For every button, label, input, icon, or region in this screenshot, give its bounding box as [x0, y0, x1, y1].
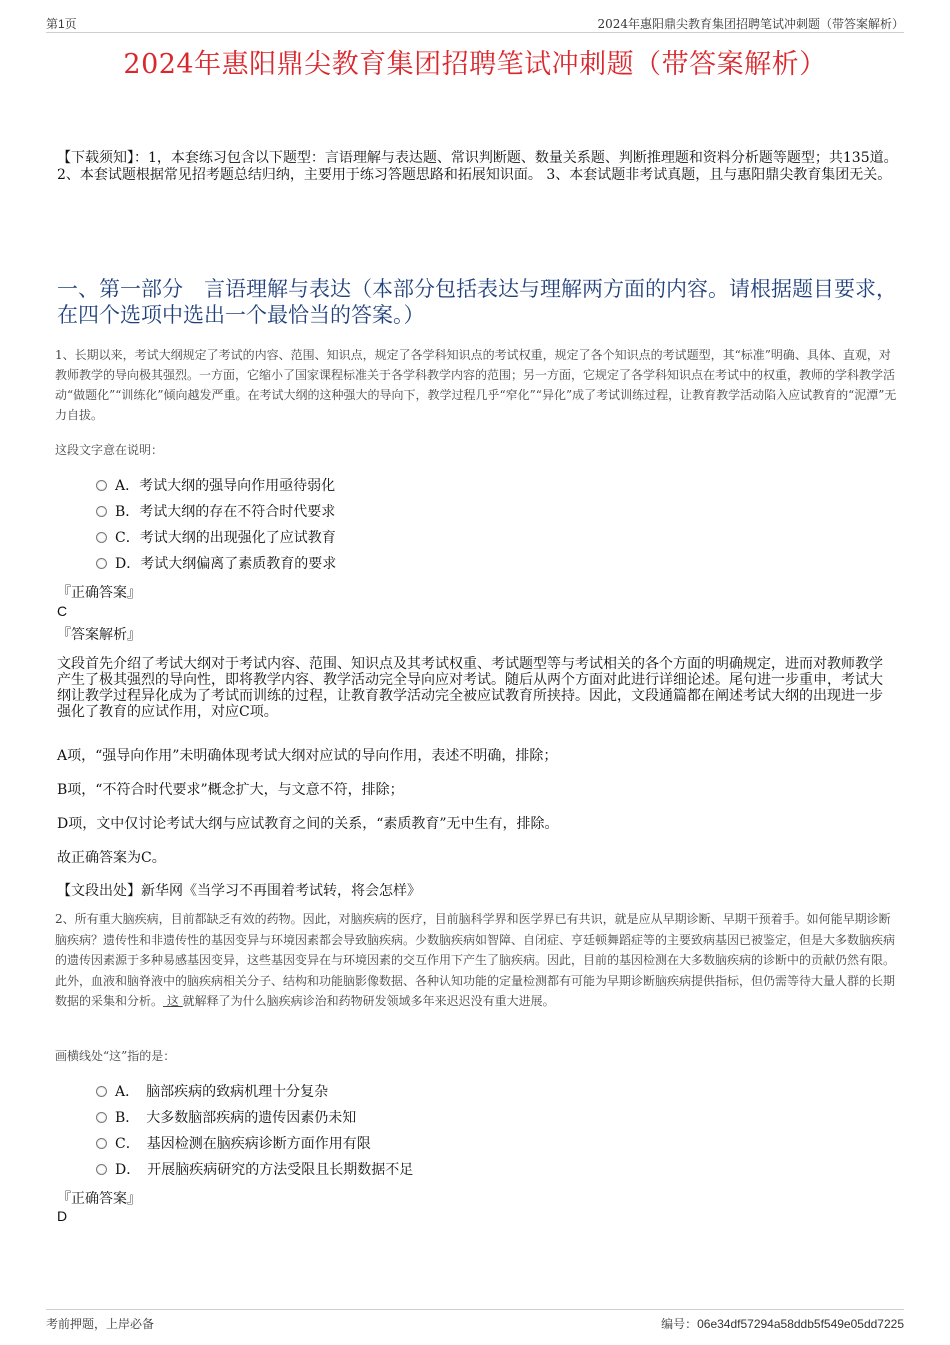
analysis-conclusion: 故正确答案为C。	[57, 850, 166, 866]
section-heading: 一、第一部分 言语理解与表达（本部分包括表达与理解两方面的内容。请根据题目要求，在四个选项中选出一个最恰当的答案。）	[57, 277, 897, 327]
radio-icon[interactable]	[96, 1164, 107, 1175]
radio-icon[interactable]	[96, 1086, 107, 1097]
radio-icon[interactable]	[96, 1112, 107, 1123]
answer-label: 『正确答案』	[57, 1191, 141, 1207]
radio-icon[interactable]	[96, 558, 107, 569]
analysis-line-d: D项，文中仅讨论考试大纲与应试教育之间的关系，“素质教育”无中生有，排除。	[57, 816, 559, 832]
analysis-label: 『答案解析』	[57, 627, 141, 643]
download-notice: 【下载须知】：1，本套练习包含以下题型：言语理解与表达题、常识判断题、数量关系题、判断推理题和资料分析题等题型；共135道。 2、本套试题根据常见招考题总结归纳，主要用于练习答题思路和拓展知识面。 3、本套试题非考试真题，且与惠阳鼎尖教育集团无关。	[57, 150, 898, 183]
analysis-line-a: A项，“强导向作用”未明确体现考试大纲对应试的导向作用，表述不明确，排除；	[57, 748, 558, 764]
question-2-option-a[interactable]: A． 脑部疾病的致病机理十分复杂	[96, 1082, 328, 1102]
question-2-option-d[interactable]: D． 开展脑疾病研究的方法受限且长期数据不足	[96, 1160, 413, 1180]
question-1-option-d[interactable]: D．考试大纲偏离了素质教育的要求	[96, 554, 336, 574]
header-doc-title: 2024年惠阳鼎尖教育集团招聘笔试冲刺题（带答案解析）	[597, 17, 904, 31]
answer-value: C	[57, 603, 68, 619]
radio-icon[interactable]	[96, 506, 107, 517]
radio-icon[interactable]	[96, 1138, 107, 1149]
question-1-option-b[interactable]: B．考试大纲的存在不符合时代要求	[96, 502, 335, 522]
question-1-option-a[interactable]: A．考试大纲的强导向作用亟待弱化	[96, 476, 335, 496]
page-title: 2024年惠阳鼎尖教育集团招聘笔试冲刺题（带答案解析）	[123, 49, 827, 80]
question-1-text: 1、长期以来，考试大纲规定了考试的内容、范围、知识点，规定了各学科知识点的考试权重，规定了各个知识点的考试题型，其“标准”明确、具体、直观，对教师教学的导向极其强烈。一方面，它缩小了国家课程标准关于各学科教学内容的范围；另一方面，它规定了各学科知识点在考试中的权重，教师的学科教学活动“做题化”“训练化”倾向越发严重。在考试大纲的这种强大的导向下，教学过程几乎“窄化”“异化”成了考试训练过程，让教育教学活动陷入应试教育的“泥潭”无力自拔。	[55, 348, 897, 422]
question-2-text: 2、所有重大脑疾病，目前都缺乏有效的药物。因此，对脑疾病的医疗，目前脑科学界和医学界已有共识，就是应从早期诊断、早期干预着手。如何能早期诊断脑疾病？遗传性和非遗传性的基因变异与环境因素都会导致脑疾病。少数脑疾病如智障、自闭症、亨廷顿舞蹈症等的主要致病基因已被鉴定，但是大多数脑疾病的遗传因素源于多种易感基因变异，这些基因变异在与环境因素的交互作用下产生了脑疾病。因此，目前的基因检测在大多数脑疾病的诊断中的贡献仍然有限。此外，血液和脑脊液中的脑疾病相关分子、结构和功能脑影像数据、各种认知功能的定量检测都有可能为早期诊断脑疾病提供指标，但仍需等待大量人群的长期数据的采集和分析。 这 就解释了为什么脑疾病诊治和药物研发领域多年来迟迟没有重大进展。	[55, 912, 896, 1008]
answer-label: 『正确答案』	[57, 585, 141, 601]
footer-code: 编号：06e34df57294a58ddb5f549e05dd7225	[661, 1317, 904, 1331]
radio-icon[interactable]	[96, 480, 107, 491]
question-1-prompt: 这段文字意在说明：	[55, 443, 164, 457]
footer-slogan: 考前押题，上岸必备	[46, 1317, 155, 1331]
answer-value: D	[57, 1208, 68, 1224]
analysis-line-b: B项，“不符合时代要求”概念扩大，与文意不符，排除；	[57, 782, 404, 798]
analysis-text: 文段首先介绍了考试大纲对于考试内容、范围、知识点及其考试权重、考试题型等与考试相关的各个方面的明确规定，进而对教师教学产生了极其强烈的导向性，即将教学内容、教学活动完全导向应对考试。随后从两个方面对此进行详细论述。尾句进一步重申，考试大纲让教学过程异化成为了考试而训练的过程，让教育教学活动完全被应试教育所挟持。因此，文段通篇都在阐述考试大纲的出现进一步强化了教育的应试作用，对应C项。	[57, 656, 883, 720]
question-1-option-c[interactable]: C．考试大纲的出现强化了应试教育	[96, 528, 336, 548]
page-footer	[46, 1309, 904, 1332]
question-2-option-c[interactable]: C． 基因检测在脑疾病诊断方面作用有限	[96, 1134, 371, 1154]
question-2-prompt: 画横线处“这”指的是：	[55, 1049, 176, 1063]
underlined-word: 这	[163, 994, 183, 1008]
source-citation: 【文段出处】新华网《当学习不再围着考试转，将会怎样》	[57, 883, 421, 899]
page-number: 第1页	[46, 17, 77, 31]
question-2-option-b[interactable]: B． 大多数脑部疾病的遗传因素仍未知	[96, 1108, 356, 1128]
page-header	[46, 14, 904, 33]
radio-icon[interactable]	[96, 532, 107, 543]
